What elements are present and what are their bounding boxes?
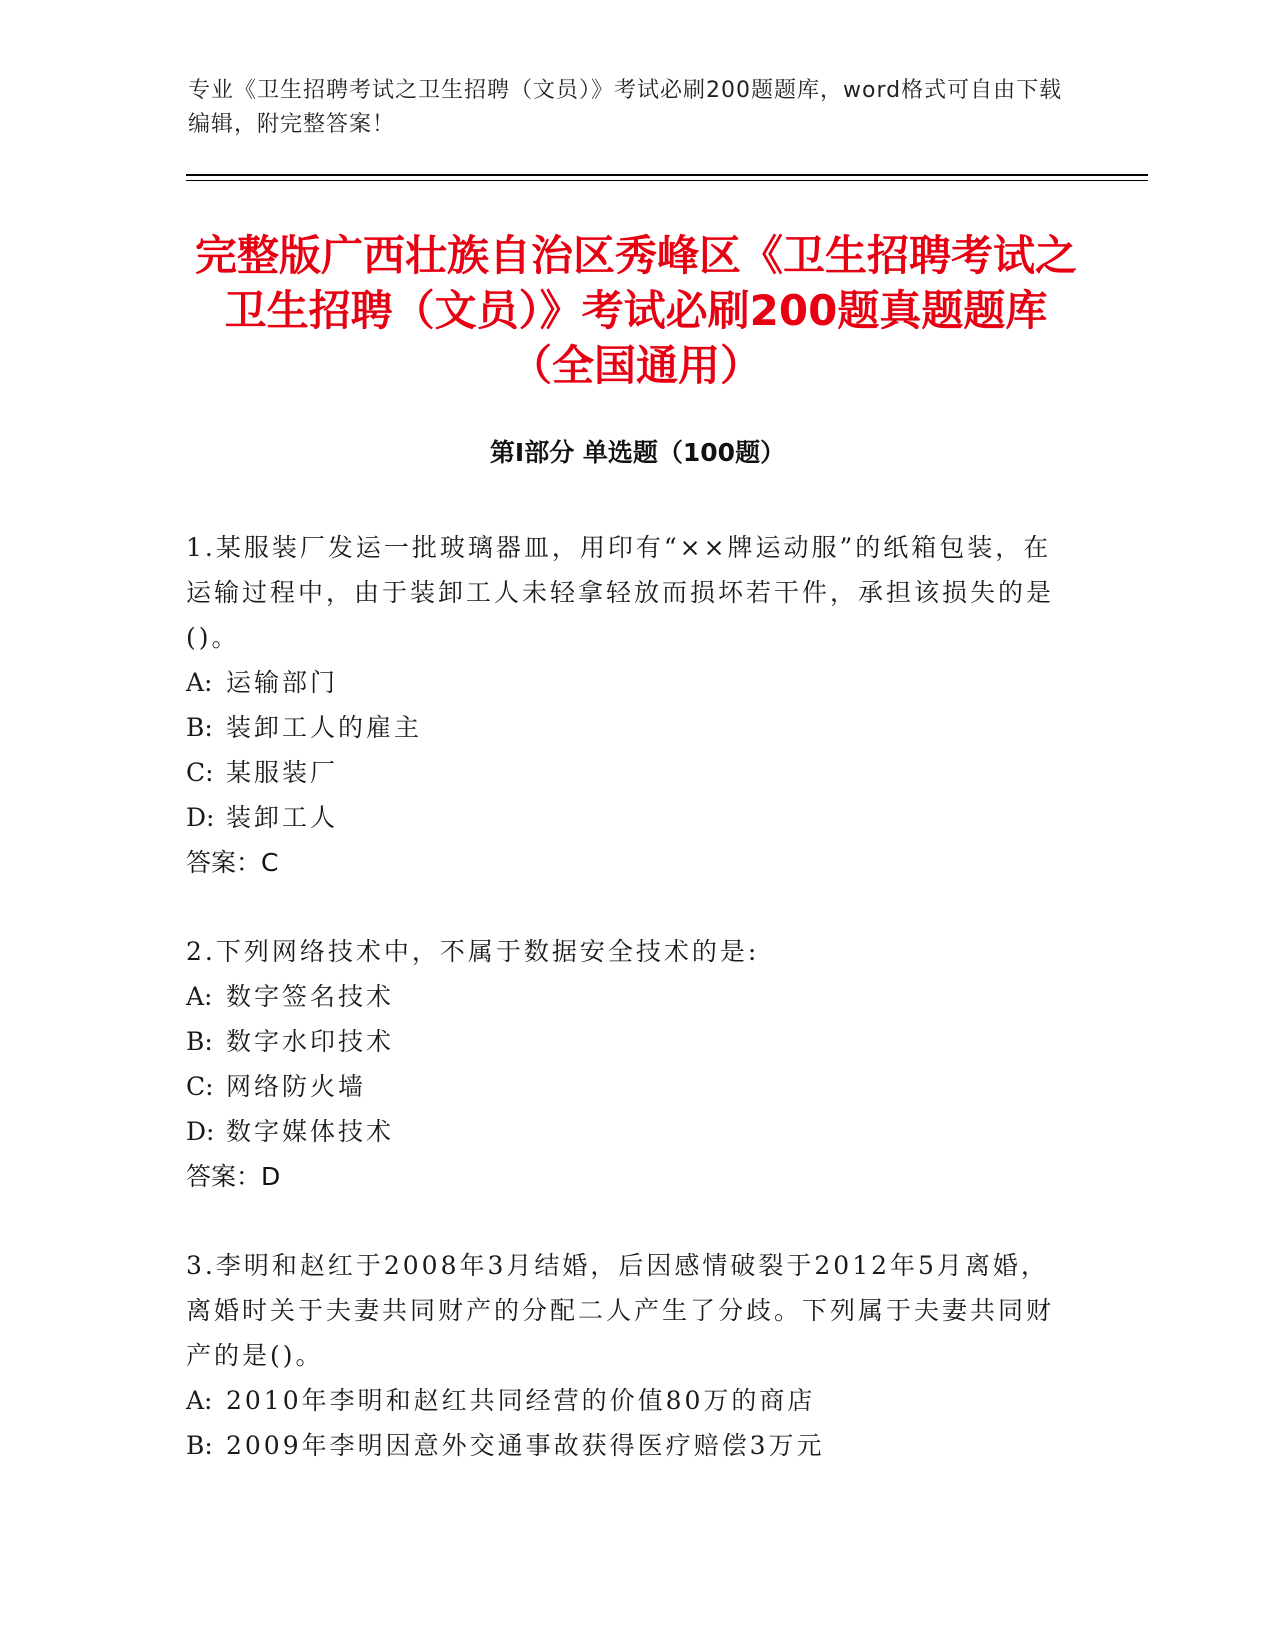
option-key: A:	[186, 668, 213, 697]
option-text: 装卸工人	[226, 803, 339, 832]
option-a	[186, 660, 1066, 705]
option-c	[186, 1064, 1066, 1109]
header-divider-thin	[186, 180, 1148, 181]
question-list	[186, 525, 1066, 1512]
question-2	[186, 929, 1066, 1199]
question-stem: 1.某服装厂发运一批玻璃器皿，用印有“××牌运动服”的纸箱包装，在运输过程中，由于装卸工人未轻拿轻放而损坏若干件，承担该损失的是()。	[186, 533, 1055, 652]
option-key: B:	[186, 1431, 213, 1460]
option-b	[186, 1423, 1066, 1468]
option-key: B:	[186, 1027, 213, 1056]
header-note: 专业《卫生招聘考试之卫生招聘（文员）》考试必刷200题题库，word格式可自由下载编辑，附完整答案！	[188, 78, 1063, 137]
section-title: 第Ⅰ部分 单选题（100题）	[489, 438, 786, 467]
option-text: 某服装厂	[226, 758, 339, 787]
option-d	[186, 1109, 1066, 1154]
option-text: 运输部门	[226, 668, 339, 697]
option-c	[186, 750, 1066, 795]
document-title: 完整版广西壮族自治区秀峰区《卫生招聘考试之卫生招聘（文员）》考试必刷200题真题题库（全国通用）	[194, 231, 1077, 390]
question-stem: 2.下列网络技术中，不属于数据安全技术的是:	[186, 937, 760, 966]
option-b	[186, 705, 1066, 750]
option-text: 数字签名技术	[226, 982, 395, 1011]
option-text: 2009年李明因意外交通事故获得医疗赔偿3万元	[226, 1431, 825, 1460]
option-key: A:	[186, 982, 213, 1011]
question-1	[186, 525, 1066, 885]
question-stem: 3.李明和赵红于2008年3月结婚，后因感情破裂于2012年5月离婚，离婚时关于夫妻共同财产的分配二人产生了分歧。下列属于夫妻共同财产的是()。	[186, 1251, 1055, 1370]
option-text: 数字媒体技术	[226, 1117, 395, 1146]
answer-line: 答案：C	[186, 848, 279, 877]
header-divider-thick	[186, 174, 1148, 176]
option-a	[186, 974, 1066, 1019]
option-key: D:	[186, 1117, 215, 1146]
option-text: 2010年李明和赵红共同经营的价值80万的商店	[226, 1386, 816, 1415]
option-d	[186, 795, 1066, 840]
option-key: C:	[186, 758, 214, 787]
option-key: D:	[186, 803, 215, 832]
option-text: 网络防火墙	[226, 1072, 367, 1101]
option-a	[186, 1378, 1066, 1423]
option-key: A:	[186, 1386, 213, 1415]
option-b	[186, 1019, 1066, 1064]
option-text: 装卸工人的雇主	[226, 713, 423, 742]
option-text: 数字水印技术	[226, 1027, 395, 1056]
question-3	[186, 1243, 1066, 1468]
answer-line: 答案：D	[186, 1162, 281, 1191]
option-key: C:	[186, 1072, 214, 1101]
option-key: B:	[186, 713, 213, 742]
